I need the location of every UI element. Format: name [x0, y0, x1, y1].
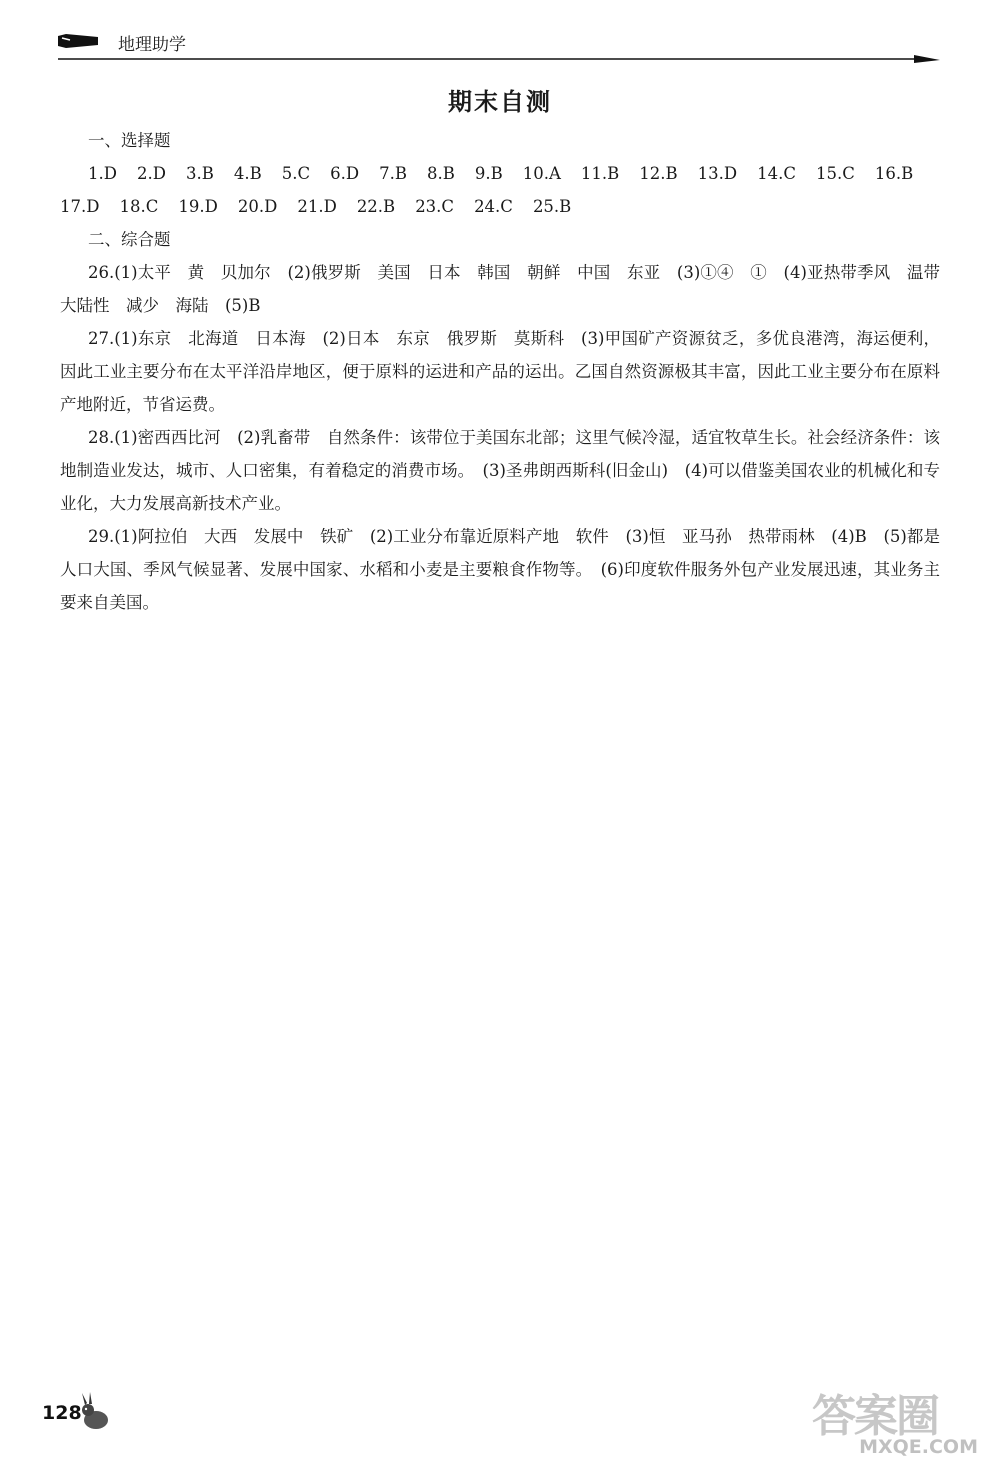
watermark: [812, 1380, 982, 1462]
choice-answer-item: 3.B: [185, 164, 214, 183]
choice-answers-line-2: [60, 190, 940, 223]
choice-answer-item: 10.A: [522, 164, 561, 183]
answer-content: [60, 124, 940, 619]
choice-section-heading: 一、选择题: [88, 131, 171, 150]
choice-answer-item: 21.D: [297, 197, 337, 216]
page-title: 期末自测: [448, 88, 552, 116]
choice-answer-item: 8.B: [426, 164, 455, 183]
choice-answer-item: 24.C: [474, 197, 513, 216]
choice-answer-item: 7.B: [379, 164, 407, 183]
choice-answer-item: 9.B: [474, 164, 503, 183]
page-number: 128: [42, 1402, 82, 1424]
choice-answer-item: 18.C: [119, 197, 159, 216]
choice-answer-item: 15.C: [815, 164, 855, 183]
choice-answer-item: 1.D: [88, 164, 117, 183]
choice-answer-item: 17.D: [60, 197, 100, 216]
watermark-url: MXQE.COM: [859, 1436, 978, 1458]
choice-answer-item: 12.B: [639, 164, 678, 183]
choice-answer-item: 16.B: [874, 164, 914, 183]
page-footer: [38, 1392, 114, 1432]
rabbit-icon: [74, 1392, 114, 1432]
choice-answer-item: 25.B: [532, 197, 572, 216]
choice-answer-item: 13.D: [697, 164, 738, 183]
choice-answer-item: 2.D: [136, 164, 166, 183]
answer-q27: 27.(1)东京 北海道 日本海 (2)日本 东京 俄罗斯 莫斯科 (3)甲国矿产资源贫乏，多优良港湾，海运便利，因此工业主要分布在太平洋沿岸地区，便于原料的运进和产品的运出。乙国自然资源极其丰富，因此工业主要分布在原料产地附近，节省运费。: [60, 329, 940, 414]
book-title: 地理助学: [118, 35, 186, 55]
choice-answer-item: 4.B: [233, 164, 262, 183]
watermark-text: 答案圈: [812, 1391, 938, 1442]
choice-answer-item: 5.C: [281, 164, 311, 183]
answer-q26: 26.(1)太平 黄 贝加尔 (2)俄罗斯 美国 日本 韩国 朝鲜 中国 东亚 (3)①④ ① (4)亚热带季风 温带大陆性 减少 海陆 (5)B: [60, 263, 940, 315]
choice-answer-item: 23.C: [415, 197, 455, 216]
choice-answer-item: 14.C: [757, 164, 796, 183]
header-arrow-icon: [58, 34, 98, 48]
running-header: [58, 28, 940, 60]
choice-answer-item: 22.B: [356, 197, 396, 216]
choice-answer-item: 19.D: [178, 197, 218, 216]
choice-answer-item: 11.B: [580, 164, 620, 183]
synthesis-section-heading: 二、综合题: [88, 230, 171, 249]
header-rule: [58, 54, 940, 64]
choice-answers-line-1: [60, 157, 940, 190]
answer-q28: 28.(1)密西西比河 (2)乳畜带 自然条件：该带位于美国东北部；这里气候冷湿，适宜牧草生长。社会经济条件：该地制造业发达，城市、人口密集，有着稳定的消费市场。 (3)圣弗朗西斯科(旧金山) (4)可以借鉴美国农业的机械化和专业化，大力发展高新技术产业。: [60, 428, 940, 513]
choice-answer-item: 20.D: [237, 197, 278, 216]
choice-answer-item: 6.D: [330, 164, 360, 183]
answer-q29: 29.(1)阿拉伯 大西 发展中 铁矿 (2)工业分布靠近原料产地 软件 (3)恒 亚马孙 热带雨林 (4)B (5)都是人口大国、季风气候显著、发展中国家、水稻和小麦是主要粮食作物等。 (6)印度软件服务外包产业发展迅速，其业务主要来自美国。: [60, 527, 940, 612]
